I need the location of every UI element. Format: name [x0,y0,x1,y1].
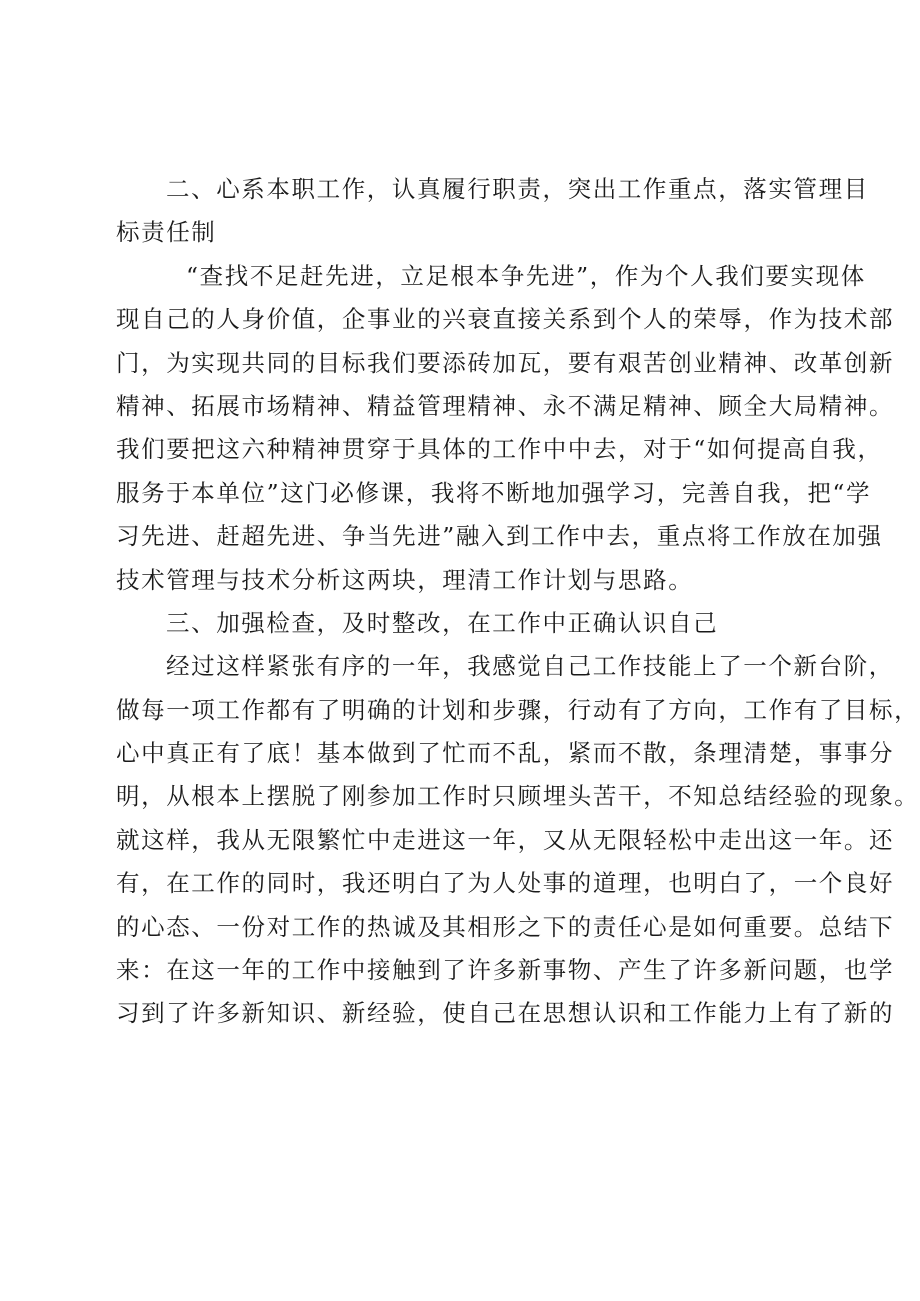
text-line: “查找不足赶先进，立足根本争先进”，作为个人我们要实现体 [186,261,866,290]
text-line: 二、心系本职工作，认真履行职责，突出工作重点，落实管理目 [166,175,869,203]
section-3-paragraph [116,645,920,1036]
document-body [116,168,920,1036]
text-line: 经过这样紧张有序的一年，我感觉自己工作技能上了一个新台阶， [166,652,894,681]
text-line: 标责任制 [116,218,217,247]
text-line: 服务于本单位”这门必修课，我将不断地加强学习，完善自我，把“学 [116,478,872,507]
section-2-heading [116,168,869,255]
text-line: 现自己的人身价值，企事业的兴衰直接关系到个人的荣辱，作为技术部 [116,305,895,334]
text-line: 习到了许多新知识、新经验，使自己在思想认识和工作能力上有了新的 [116,999,895,1028]
text-line: 三、加强检查，及时整改，在工作中正确认识自己 [166,608,719,637]
text-line: 门，为实现共同的目标我们要添砖加瓦，要有艰苦创业精神、改革创新 [116,348,895,377]
text-line: 技术管理与技术分析这两块，理清工作计划与思路。 [116,565,694,594]
text-line: 的心态、一份对工作的热诚及其相形之下的责任心是如何重要。总结下 [116,912,895,941]
text-line: 就这样，我从无限繁忙中走进这一年，又从无限轻松中走出这一年。还 [116,825,895,854]
text-line: 明，从根本上摆脱了刚参加工作时只顾埋头苦干，不知总结经验的现象。 [116,782,920,811]
text-line: 我们要把这六种精神贯穿于具体的工作中中去，对于“如何提高自我， [116,435,883,464]
text-line: 有，在工作的同时，我还明白了为人处事的道理，也明白了，一个良好 [116,869,895,898]
section-2-paragraph [116,255,895,602]
text-line: 精神、拓展市场精神、精益管理精神、永不满足精神、顾全大局精神。 [116,391,895,420]
text-line: 心中真正有了底！基本做到了忙而不乱，紧而不散，条理清楚，事事分 [116,739,895,768]
text-line: 来：在这一年的工作中接触到了许多新事物、产生了许多新问题，也学 [116,956,895,985]
text-line: 做每一项工作都有了明确的计划和步骤，行动有了方向，工作有了目标， [116,695,920,724]
text-line: 习先进、赶超先进、争当先进”融入到工作中去，重点将工作放在加强 [116,522,883,551]
section-3-heading [116,602,832,645]
